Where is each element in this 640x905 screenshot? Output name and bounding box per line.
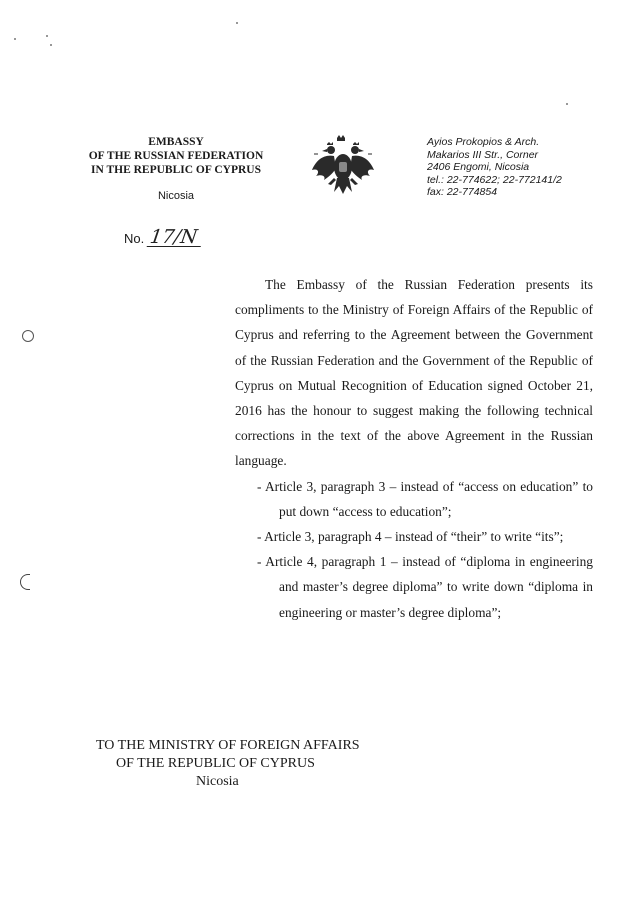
scan-speck xyxy=(50,44,52,46)
note-number xyxy=(124,228,202,247)
address-line: Makarios III Str., Corner xyxy=(427,148,539,161)
address-line: tel.: 22-774622; 22-772141/2 xyxy=(427,173,562,186)
embassy-address xyxy=(427,136,627,199)
addressee-line: TO THE MINISTRY OF FOREIGN AFFAIRS xyxy=(96,738,360,753)
embassy-line: OF THE RUSSIAN FEDERATION xyxy=(88,150,264,162)
scan-speck xyxy=(46,35,48,37)
embassy-header xyxy=(60,135,292,203)
punch-hole xyxy=(20,574,30,590)
correction-item: - Article 3, paragraph 4 – instead of “their” to write “its”; xyxy=(257,529,564,545)
address-line: 2406 Engomi, Nicosia xyxy=(427,161,530,173)
scan-speck xyxy=(14,38,16,40)
correction-item: - Article 3, paragraph 3 – instead of “access on education” to put down “access to education”; xyxy=(257,478,593,519)
correction-item: - Article 4, paragraph 1 – instead of “diploma in engineering and master’s degree diploma” to write down “diploma in engineering or master’s degree diploma”; xyxy=(257,554,593,620)
addressee-city: Nicosia xyxy=(196,774,239,789)
note-number-value: 17/N xyxy=(147,228,204,247)
note-number-prefix: No. xyxy=(124,231,145,246)
corrections-list xyxy=(235,474,593,625)
intro-paragraph: The Embassy of the Russian Federation presents its compliments to the Ministry of Foreign Affairs of the Republic of Cyprus and referring to the Agreement between the Government of the Russian Federation and the Government of the Republic of Cyprus on Mutual Recognition of Education signed October 21, 2016 has the honour to suggest making the following technical corrections in the text of the above Agreement in the Russian language. xyxy=(235,277,593,469)
embassy-line: IN THE REPUBLIC OF CYPRUS xyxy=(91,164,261,176)
note-body xyxy=(235,272,593,625)
embassy-city: Nicosia xyxy=(157,190,195,202)
addressee-line: OF THE REPUBLIC OF CYPRUS xyxy=(116,756,315,771)
embassy-line: EMBASSY xyxy=(148,136,204,148)
scan-speck xyxy=(236,22,238,24)
addressee-block xyxy=(96,737,360,791)
address-line: Ayios Prokopios & Arch. xyxy=(427,136,540,148)
scan-speck xyxy=(566,103,568,105)
address-line: fax: 22-774854 xyxy=(427,186,498,198)
punch-hole xyxy=(22,330,34,342)
double-headed-eagle-emblem xyxy=(310,134,376,196)
